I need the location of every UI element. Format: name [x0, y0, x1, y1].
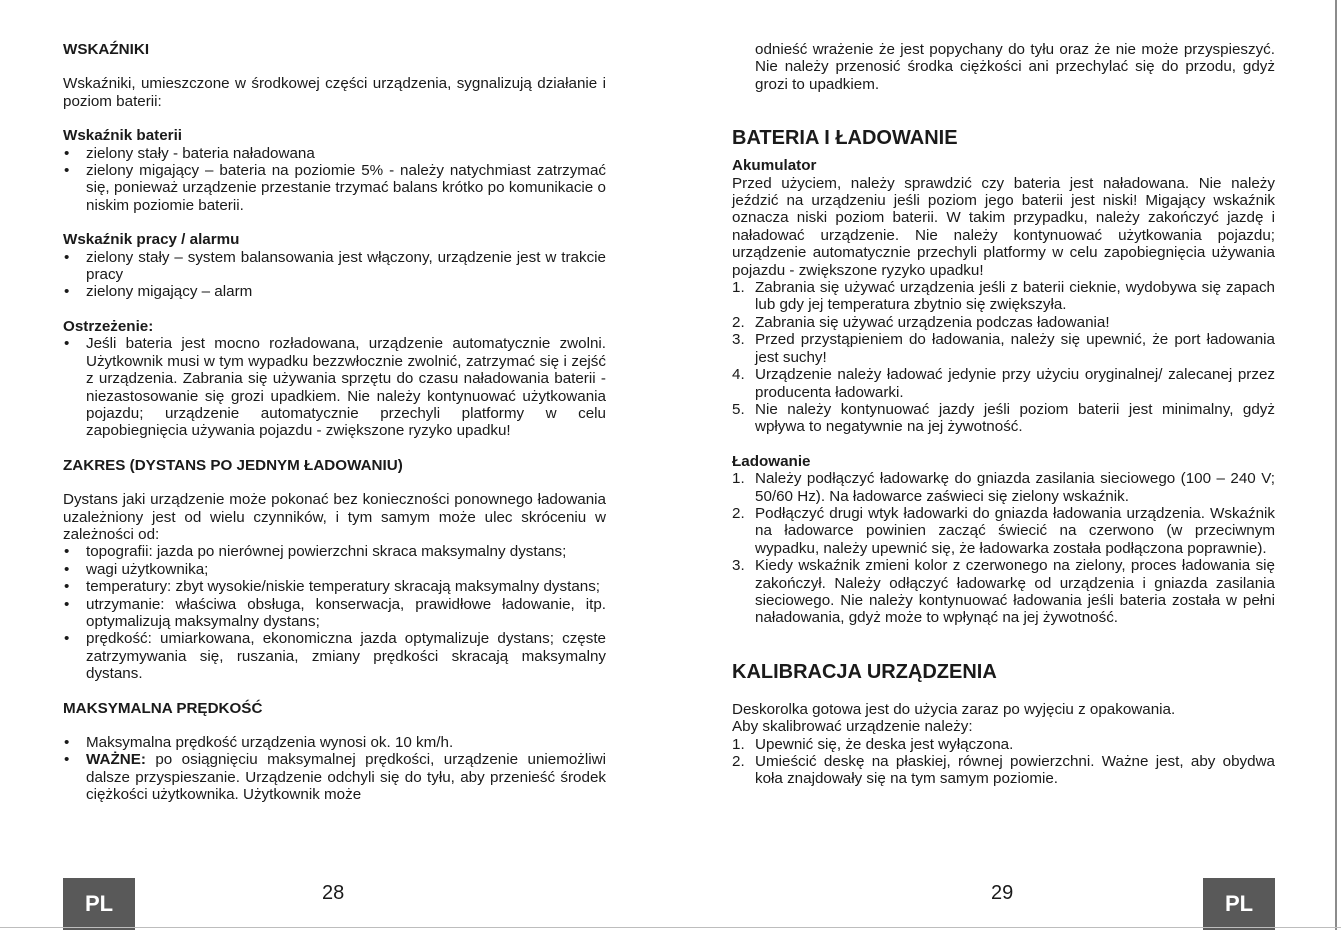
predkosc-list: [63, 734, 606, 804]
list-item: • zielony migający – bateria na poziomie 5% - należy natychmiast zatrzymać się, ponieważ urządzenie przestanie trzymać balans krótko po komunikacie o niskim poziomie baterii.: [63, 162, 606, 214]
subsection-title-ostrzezenie: Ostrzeżenie:: [63, 317, 154, 335]
right-page: [670, 0, 1340, 930]
list-item: • Maksymalna prędkość urządzenia wynosi ok. 10 km/h.: [63, 734, 606, 751]
list-item: 1. Należy podłączyć ładowarkę do gniazda zasilania sieciowego (100 – 240 V; 50/60 Hz). Na ładowarce zaświeci się zielony wskaźnik.: [732, 470, 1275, 505]
subsection-title-akumulator: Akumulator: [732, 157, 817, 175]
zakres-list: [63, 543, 606, 682]
bateria-list: [63, 145, 606, 215]
subsection-title-bateria: Wskaźnik baterii: [63, 127, 183, 145]
section-title-kalibracja: KALIBRACJA URZĄDZENIA: [732, 660, 997, 683]
ostrzezenie-list: [63, 335, 606, 439]
subsection-title-praca: Wskaźnik pracy / alarmu: [63, 231, 240, 249]
language-tab: PL: [1203, 878, 1275, 930]
list-item: 3. Przed przystąpieniem do ładowania, należy się upewnić, że port ładowania jest suchy!: [732, 331, 1275, 366]
list-item: 4. Urządzenie należy ładować jedynie przy użyciu oryginalnej/ zalecanej przez producenta ładowarki.: [732, 366, 1275, 401]
left-column: [63, 41, 606, 804]
ladowanie-list: [732, 470, 1275, 627]
important-text: po osiągnięciu maksymalnej prędkości, urządzenie uniemożliwi dalsze przyspieszanie. Urządzenie odchyli się do tyłu, aby przenieść środek ciężkości użytkownika. Użytkownik może: [86, 751, 606, 804]
praca-list: [63, 249, 606, 301]
continuation-text: odnieść wrażenie że jest popychany do tyłu oraz że nie może przyspieszyć. Nie należy przenosić środka ciężkości ani przechylać się do przodu, gdyż grozi to upadkiem.: [755, 41, 1275, 93]
important-label: WAŻNE:: [86, 751, 146, 769]
akumulator-list: [732, 279, 1275, 436]
subsection-title-ladowanie: Ładowanie: [732, 452, 811, 470]
list-item: • zielony stały – system balansowania jest włączony, urządzenie jest w trakcie pracy: [63, 249, 606, 284]
kalibracja-intro-1: Deskorolka gotowa jest do użycia zaraz po wyjęciu z opakowania.: [732, 700, 1176, 718]
list-item: • wagi użytkownika;: [63, 561, 606, 578]
list-item: 1. Upewnić się, że deska jest wyłączona.: [732, 735, 1014, 753]
list-item: • prędkość: umiarkowana, ekonomiczna jazda optymalizuje dystans; częste zatrzymywania się, ruszania, zmiany prędkości skracają maksymalny dystans.: [63, 630, 606, 682]
list-item: • zielony migający – alarm: [63, 283, 606, 300]
page-edge-divider: [1335, 0, 1337, 930]
section-title-zakres: ZAKRES (DYSTANS PO JEDNYM ŁADOWANIU): [63, 456, 403, 474]
section-title-wskazniki: WSKAŹNIKI: [63, 41, 150, 58]
list-item: 2. Umieścić deskę na płaskiej, równej powierzchni. Ważne jest, aby obydwa koła znajdowały się na tym samym poziomie.: [732, 753, 1275, 788]
section-title-predkosc: MAKSYMALNA PRĘDKOŚĆ: [63, 699, 263, 717]
page-number: 29: [991, 882, 1014, 904]
section-title-bateria-ladowanie: BATERIA I ŁADOWANIE: [732, 127, 958, 150]
left-page: [0, 0, 670, 930]
list-item: • zielony stały - bateria naładowana: [63, 145, 606, 162]
wskazniki-intro: Wskaźniki, umieszczone w środkowej części urządzenia, sygnalizują działanie i poziom baterii:: [63, 75, 606, 110]
list-item: • Jeśli bateria jest mocno rozładowana, urządzenie automatycznie zwolni. Użytkownik musi w tym wypadku bezzwłocznie zwolnić, zatrzymać się i zejść z urządzenia. Zabrania się używania sprzętu do czasu naładowania baterii - niezastosowanie się grozi upadkiem. Nie należy kontynuować użytkowania pojazdu; urządzenie automatycznie przechyli platformy w celu zapobiegnięcia używania pojazdu - zwiększone ryzyko upadku!: [63, 335, 606, 439]
kalibracja-intro-2: Aby skalibrować urządzenie należy:: [732, 718, 973, 736]
zakres-intro: Dystans jaki urządzenie może pokonać bez konieczności ponownego ładowania uzależniony jest od wielu czynników, i tym samym może ulec skróceniu w zależności od:: [63, 491, 606, 543]
list-item: 3. Kiedy wskaźnik zmieni kolor z czerwonego na zielony, proces ładowania się zakończył. Należy odłączyć ładowarkę od urządzenia i gniazda zasilania sieciowego. Nie należy kontynuować ładowania jeśli bateria została w pełni naładowania, gdyż może to wpłynąć na jej żywotność.: [732, 557, 1275, 627]
right-column: [732, 41, 1275, 788]
kalibracja-list: [732, 736, 1275, 788]
list-item: 1. Zabrania się używać urządzenia jeśli z baterii cieknie, wydobywa się zapach lub gdy jej temperatura zbytnio się zwiększyła.: [732, 279, 1275, 314]
list-item: 2. Podłączyć drugi wtyk ładowarki do gniazda ładowania urządzenia. Wskaźnik na ładowarce powinien zacząć świecić na czerwono (w przeciwnym wypadku, należy upewnić się, że ładowarka została podłączona poprawnie).: [732, 504, 1275, 557]
bottom-rule: [0, 927, 1341, 928]
list-item-important: [63, 751, 606, 803]
list-item: 5. Nie należy kontynuować jazdy jeśli poziom baterii jest minimalny, gdyż wpływa to negatywnie na jej żywotność.: [732, 400, 1275, 436]
list-item: • temperatury: zbyt wysokie/niskie temperatury skracają maksymalny dystans;: [63, 578, 606, 595]
list-item: 2. Zabrania się używać urządzenia podczas ładowania!: [732, 313, 1110, 331]
list-item: • topografii: jazda po nierównej powierzchni skraca maksymalny dystans;: [63, 543, 606, 560]
akumulator-intro: Przed użyciem, należy sprawdzić czy bateria jest naładowana. Nie należy jeździć na urządzeniu jeśli poziom jego baterii jest niski! Migający wskaźnik oznacza niski poziom baterii. W takim przypadku, należy zakończyć jazdę i naładować urządzenie. Nie należy kontynuować użytkowania pojazdu; urządzenie automatycznie przechyli platformy w celu zapobiegnięcia używania pojazdu - zwiększone ryzyko upadku!: [732, 174, 1275, 279]
list-item: • utrzymanie: właściwa obsługa, konserwacja, prawidłowe ładowanie, itp. optymalizują maksymalny dystans;: [63, 596, 606, 631]
language-tab: PL: [63, 878, 135, 930]
page-number: 28: [322, 882, 345, 904]
